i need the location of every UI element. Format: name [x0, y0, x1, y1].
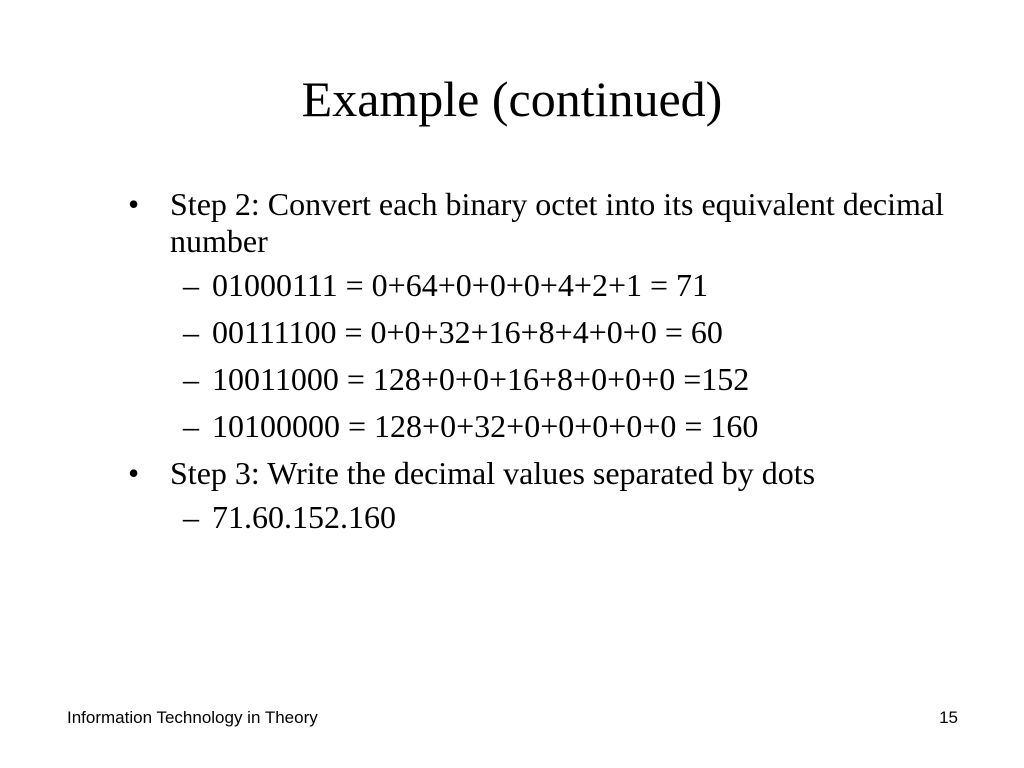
sub-item-marker: – — [183, 408, 199, 444]
bullet-step-3 — [128, 455, 1008, 492]
bullet-marker: • — [128, 455, 140, 491]
sub-item-octet-3 — [128, 361, 1008, 398]
sub-item-octet-4 — [128, 408, 1008, 445]
slide-content — [128, 186, 1008, 546]
sub-item-text: 01000111 = 0+64+0+0+0+4+2+1 = 71 — [212, 267, 709, 303]
sub-item-text: 71.60.152.160 — [212, 499, 396, 535]
sub-item-marker: – — [183, 499, 199, 535]
sub-item-text: 00111100 = 0+0+32+16+8+4+0+0 = 60 — [212, 314, 723, 350]
sub-item-text: 10100000 = 128+0+32+0+0+0+0+0 = 160 — [212, 408, 759, 444]
sub-item-text: 10011000 = 128+0+0+16+8+0+0+0 =152 — [212, 361, 750, 397]
sub-item-octet-2 — [128, 314, 1008, 351]
bullet-text: Step 2: Convert each binary octet into its equivalent decimal number — [170, 186, 944, 259]
sub-item-marker: – — [183, 361, 199, 397]
slide-title: Example (continued) — [301, 71, 723, 127]
sub-item-result — [128, 499, 1008, 536]
footer-course-name: Information Technology in Theory — [67, 708, 318, 727]
sub-item-marker: – — [183, 314, 199, 350]
bullet-marker: • — [128, 186, 140, 222]
footer-page-number: 15 — [939, 708, 958, 727]
sub-item-marker: – — [183, 267, 199, 303]
bullet-text: Step 3: Write the decimal values separated by dots — [170, 455, 816, 491]
bullet-step-2 — [128, 186, 1008, 260]
sub-item-octet-1 — [128, 267, 1008, 304]
